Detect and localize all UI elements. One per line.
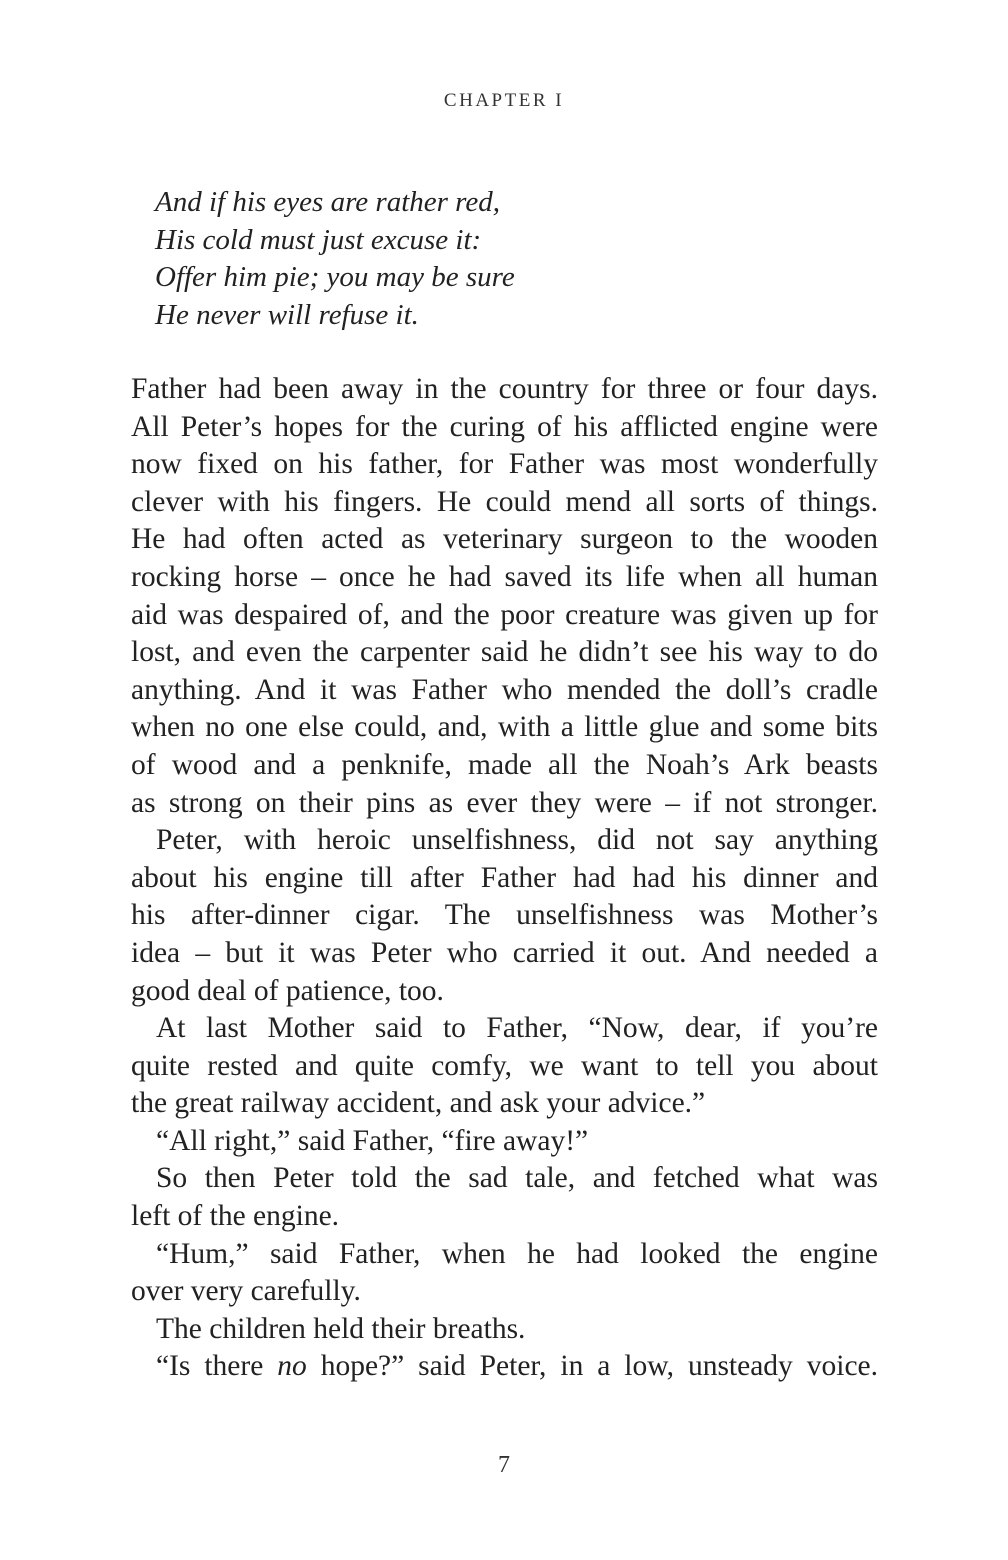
text-line: “Hum,” said Father, when he had looked the engine [156,1237,878,1270]
last-line-start: “Is there [156,1350,278,1383]
text-line: as strong on their pins as ever they were – if not stronger. [131,786,878,819]
text-line: of wood and a penknife, made all the Noah’s Ark beasts [131,748,878,781]
verse-stanza [155,184,875,334]
emphasis-word: no [277,1350,307,1383]
text-line: At last Mother said to Father, “Now, dear, if you’re [156,1012,878,1045]
text-line: rocking horse – once he had saved its life when all human [131,560,878,593]
verse-line: His cold must just excuse it: [155,223,482,256]
text-line: left of the engine. [131,1200,340,1233]
text-line: clever with his fingers. He could mend all sorts of things. [131,485,878,518]
text-line: anything. And it was Father who mended the doll’s cradle [131,673,878,706]
running-head: CHAPTER I [443,90,565,111]
text-line: now fixed on his father, for Father was most wonderfully [131,448,878,481]
text-line: about his engine till after Father had had his dinner and [131,861,878,894]
text-line: over very carefully. [131,1275,361,1308]
text-line-last [131,1348,878,1386]
verse-line: Offer him pie; you may be sure [155,261,515,293]
text-line: quite rested and quite comfy, we want to tell you about [131,1049,878,1082]
page-number: 7 [498,1452,510,1478]
text-line: “All right,” said Father, “fire away!” [156,1124,589,1157]
text-line: good deal of patience, too. [131,974,444,1007]
text-line: Father had been away in the country for three or four days. [131,373,878,405]
text-line: aid was despaired of, and the poor creature was given up for [131,598,878,631]
body-text [131,371,878,1386]
last-line-end: hope?” said Peter, in a low, unsteady voice. [306,1350,879,1383]
text-line: idea – but it was Peter who carried it out. And needed a [131,936,878,969]
verse-line: He never will refuse it. [155,298,419,331]
text-line: All Peter’s hopes for the curing of his afflicted engine were [131,410,878,443]
text-line: Peter, with heroic unselfishness, did not say anything [156,824,878,857]
text-line: his after-dinner cigar. The unselfishness was Mother’s [131,899,878,932]
text-line: the great railway accident, and ask your advice.” [131,1087,706,1120]
text-line: He had often acted as veterinary surgeon to the wooden [131,523,878,556]
text-line: when no one else could, and, with a little glue and some bits [131,711,878,744]
verse-line: And if his eyes are rather red, [155,186,500,218]
text-line: lost, and even the carpenter said he didn’t see his way to do [131,636,878,669]
text-line: So then Peter told the sad tale, and fetched what was [156,1162,878,1195]
text-line: The children held their breaths. [156,1312,526,1345]
